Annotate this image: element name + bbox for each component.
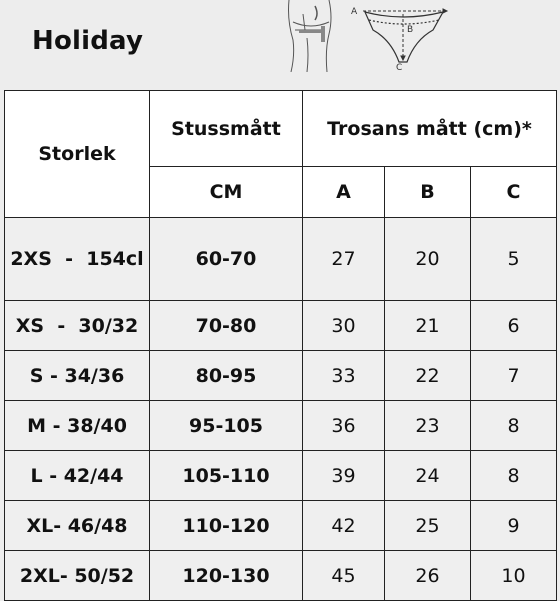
table-row [5, 218, 557, 301]
a-cell: 45 [303, 551, 385, 601]
a-cell: 30 [303, 301, 385, 351]
b-cell: 20 [385, 218, 471, 301]
header-a: A [303, 167, 385, 218]
b-cell: 23 [385, 401, 471, 451]
hip-cell: 80-95 [150, 351, 303, 401]
c-cell: 9 [471, 501, 557, 551]
label-c: C [396, 63, 403, 72]
size-cell: XL- 46/48 [5, 501, 150, 551]
header-b: B [385, 167, 471, 218]
a-cell: 36 [303, 401, 385, 451]
panty-measure-icon [365, 12, 443, 62]
hip-cell: 60-70 [150, 218, 303, 301]
table-row [5, 551, 557, 601]
c-cell: 8 [471, 401, 557, 451]
table-row [5, 451, 557, 501]
hip-cell: 105-110 [150, 451, 303, 501]
header-panty: Trosans mått (cm)* [303, 91, 557, 167]
a-cell: 33 [303, 351, 385, 401]
hip-cell: 120-130 [150, 551, 303, 601]
a-cell: 39 [303, 451, 385, 501]
header-hip: Stussmått [150, 91, 303, 167]
size-cell: M - 38/40 [5, 401, 150, 451]
table-row [5, 501, 557, 551]
header-c: C [471, 167, 557, 218]
b-cell: 26 [385, 551, 471, 601]
b-cell: 24 [385, 451, 471, 501]
size-cell: L - 42/44 [5, 451, 150, 501]
header-row-1 [5, 91, 557, 167]
table-row [5, 351, 557, 401]
c-cell: 10 [471, 551, 557, 601]
hip-cell: 95-105 [150, 401, 303, 451]
b-cell: 25 [385, 501, 471, 551]
label-b: B [407, 25, 414, 35]
b-cell: 21 [385, 301, 471, 351]
size-table [4, 90, 557, 601]
c-cell: 5 [471, 218, 557, 301]
hip-cell: 110-120 [150, 501, 303, 551]
table-row [5, 401, 557, 451]
header-size: Storlek [5, 91, 150, 218]
label-a: A [351, 7, 358, 17]
a-cell: 42 [303, 501, 385, 551]
size-cell: 2XL- 50/52 [5, 551, 150, 601]
page-title: Holiday [32, 26, 144, 56]
hip-cell: 70-80 [150, 301, 303, 351]
c-cell: 8 [471, 451, 557, 501]
b-cell: 22 [385, 351, 471, 401]
size-cell: 2XS - 154cl [5, 218, 150, 301]
c-cell: 7 [471, 351, 557, 401]
a-cell: 27 [303, 218, 385, 301]
table-row [5, 301, 557, 351]
size-illustration [285, 0, 455, 72]
size-cell: XS - 30/32 [5, 301, 150, 351]
size-cell: S - 34/36 [5, 351, 150, 401]
header-cm: CM [150, 167, 303, 218]
measuring-tape [299, 26, 325, 42]
c-cell: 6 [471, 301, 557, 351]
